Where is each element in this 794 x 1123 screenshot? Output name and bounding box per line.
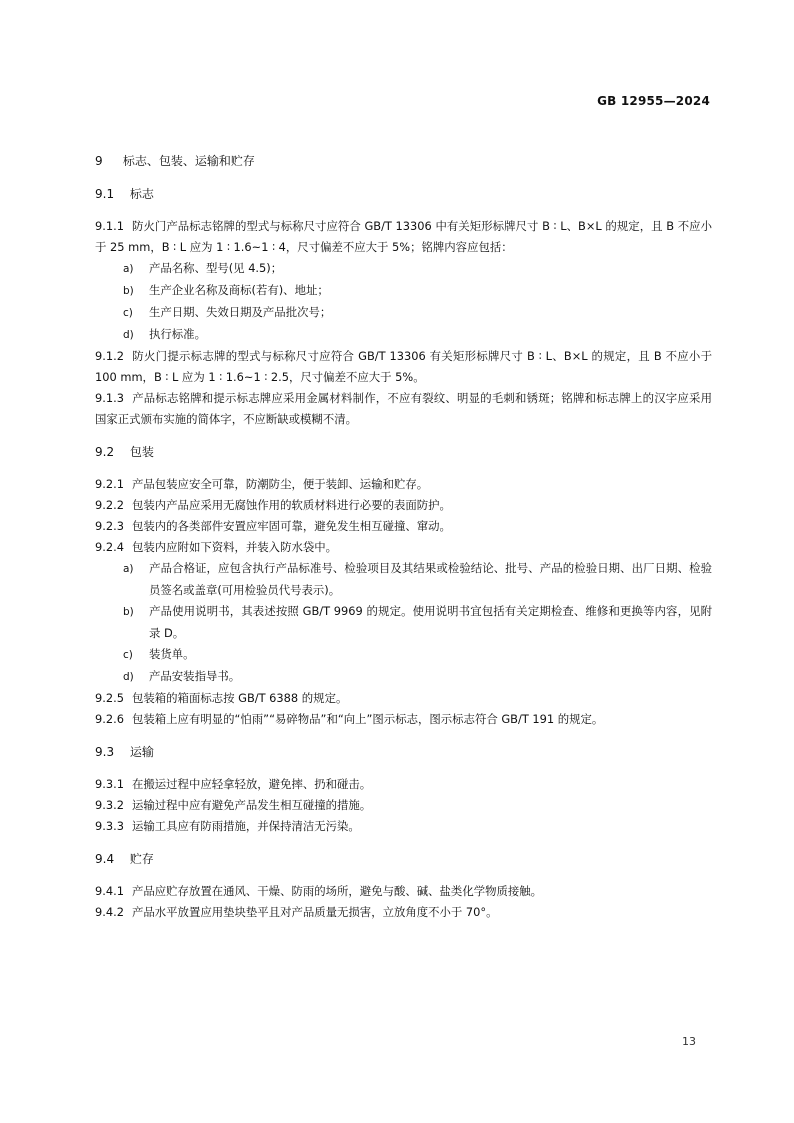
clause-9-2-5 <box>95 688 712 709</box>
list-item <box>95 302 712 324</box>
clause-text: 防火门产品标志铭牌的型式与标称尺寸应符合 GB/T 13306 中有关矩形标牌尺寸 B ∶ L、B×L 的规定，且 B 不应小于 25 mm，B ∶ L 应为 1 ∶ 1.6~1 ∶ 4，尺寸偏差不应大于 5%；铭牌内容应包括： <box>95 219 712 254</box>
subsection-title: 运输 <box>129 745 154 759</box>
clause-text: 包装内的各类部件安置应牢固可靠，避免发生相互碰撞、窜动。 <box>131 519 451 533</box>
list-item-text: 产品名称、型号(见 4.5)； <box>149 261 283 275</box>
clause-9-1-2 <box>95 346 712 388</box>
clause-number: 9.1.2 <box>95 349 124 363</box>
list-marker: d) <box>123 671 134 683</box>
clause-number: 9.1.3 <box>95 391 124 405</box>
clause-9-4-1 <box>95 881 712 902</box>
clause-9-2-6 <box>95 709 712 730</box>
spacer <box>95 430 712 442</box>
list-item-text: 产品使用说明书，其表述按照 GB/T 9969 的规定。使用说明书宜包括有关定期检查、维修和更换等内容，见附录 D。 <box>149 604 712 640</box>
clause-text: 包装箱的箱面标志按 GB/T 6388 的规定。 <box>131 691 348 705</box>
section-number: 9 <box>95 154 103 168</box>
subsection-heading-9-1 <box>95 184 712 204</box>
clause-number: 9.2.1 <box>95 477 124 491</box>
clause-9-2-3 <box>95 516 712 537</box>
clause-number: 9.2.5 <box>95 691 124 705</box>
list-item <box>95 280 712 302</box>
list-marker: a) <box>123 263 134 275</box>
clause-number: 9.3.3 <box>95 819 124 833</box>
subsection-number: 9.2 <box>95 445 115 459</box>
list-item-text: 产品安装指导书。 <box>149 669 241 683</box>
clause-text: 在搬运过程中应轻拿轻放，避免摔、扔和碰击。 <box>131 777 372 791</box>
list-marker: d) <box>123 329 134 341</box>
page-number: 13 <box>682 1035 696 1048</box>
clause-number: 9.2.3 <box>95 519 124 533</box>
list-item-text: 产品合格证，应包含执行产品标准号、检验项目及其结果或检验结论、批号、产品的检验日期、出厂日期、检验员签名或盖章(可用检验员代号表示)。 <box>149 561 712 597</box>
clause-text: 产品标志铭牌和提示标志牌应采用金属材料制作，不应有裂纹、明显的毛刺和锈斑；铭牌和标志牌上的汉字应采用国家正式颁布实施的简体字，不应断缺或模糊不清。 <box>95 391 712 426</box>
clause-text: 运输工具应有防雨措施，并保持清洁无污染。 <box>131 819 360 833</box>
subsection-number: 9.3 <box>95 745 115 759</box>
list-marker: c) <box>123 307 133 319</box>
clause-9-2-4-list <box>95 558 712 688</box>
section-title: 标志、包装、运输和贮存 <box>122 154 255 168</box>
subsection-title: 贮存 <box>129 852 154 866</box>
list-item <box>95 601 712 644</box>
clause-9-2-2 <box>95 495 712 516</box>
list-marker: a) <box>123 563 134 575</box>
clause-text: 包装内应附如下资料，并装入防水袋中。 <box>131 540 338 554</box>
clause-9-3-3 <box>95 816 712 837</box>
subsection-heading-9-3 <box>95 742 712 762</box>
clause-9-4-2 <box>95 902 712 923</box>
clause-number: 9.3.1 <box>95 777 124 791</box>
clause-9-3-2 <box>95 795 712 816</box>
clause-text: 包装内产品应采用无腐蚀作用的软质材料进行必要的表面防护。 <box>131 498 451 512</box>
spacer <box>95 730 712 742</box>
list-item <box>95 666 712 688</box>
clause-number: 9.3.2 <box>95 798 124 812</box>
list-item-text: 生产日期、失效日期及产品批次号； <box>149 305 332 319</box>
clause-number: 9.4.2 <box>95 905 124 919</box>
clause-number: 9.2.4 <box>95 540 124 554</box>
spacer <box>95 837 712 849</box>
subsection-title: 标志 <box>129 187 154 201</box>
list-item-text: 装货单。 <box>149 647 195 661</box>
list-marker: b) <box>123 285 134 297</box>
list-item-text: 执行标准。 <box>149 327 206 341</box>
clause-9-1-3 <box>95 388 712 430</box>
clause-text: 防火门提示标志牌的型式与标称尺寸应符合 GB/T 13306 有关矩形标牌尺寸 B ∶ L、B×L 的规定，且 B 不应小于 100 mm，B ∶ L 应为 1 ∶ 1.6~1 ∶ 2.5，尺寸偏差不应大于 5%。 <box>95 349 712 384</box>
list-item <box>95 258 712 280</box>
clause-text: 产品应贮存放置在通风、干燥、防雨的场所，避免与酸、碱、盐类化学物质接触。 <box>131 884 543 898</box>
clause-9-1-1-list <box>95 258 712 346</box>
list-item <box>95 324 712 346</box>
clause-9-3-1 <box>95 774 712 795</box>
clause-text: 包装箱上应有明显的“怕雨”“易碎物品”和“向上”图示标志，图示标志符合 GB/T 191 的规定。 <box>131 712 604 726</box>
clause-text: 产品水平放置应用垫块垫平且对产品质量无损害，立放角度不小于 70°。 <box>131 905 498 919</box>
clause-number: 9.4.1 <box>95 884 124 898</box>
clause-number: 9.2.6 <box>95 712 124 726</box>
subsection-number: 9.4 <box>95 852 115 866</box>
subsection-title: 包装 <box>129 445 154 459</box>
document-body <box>95 151 712 923</box>
standard-number: GB 12955—2024 <box>597 94 710 108</box>
clause-number: 9.1.1 <box>95 219 124 233</box>
list-marker: b) <box>123 606 134 618</box>
subsection-number: 9.1 <box>95 187 115 201</box>
list-item <box>95 644 712 666</box>
clause-number: 9.2.2 <box>95 498 124 512</box>
clause-text: 产品包装应安全可靠，防潮防尘，便于装卸、运输和贮存。 <box>131 477 429 491</box>
list-item <box>95 558 712 601</box>
clause-9-2-1 <box>95 474 712 495</box>
subsection-heading-9-4 <box>95 849 712 869</box>
subsection-heading-9-2 <box>95 442 712 462</box>
list-marker: c) <box>123 649 133 661</box>
clause-text: 运输过程中应有避免产品发生相互碰撞的措施。 <box>131 798 372 812</box>
section-heading-9 <box>95 151 712 171</box>
list-item-text: 生产企业名称及商标(若有)、地址； <box>149 283 329 297</box>
clause-9-1-1 <box>95 216 712 258</box>
clause-9-2-4 <box>95 537 712 558</box>
